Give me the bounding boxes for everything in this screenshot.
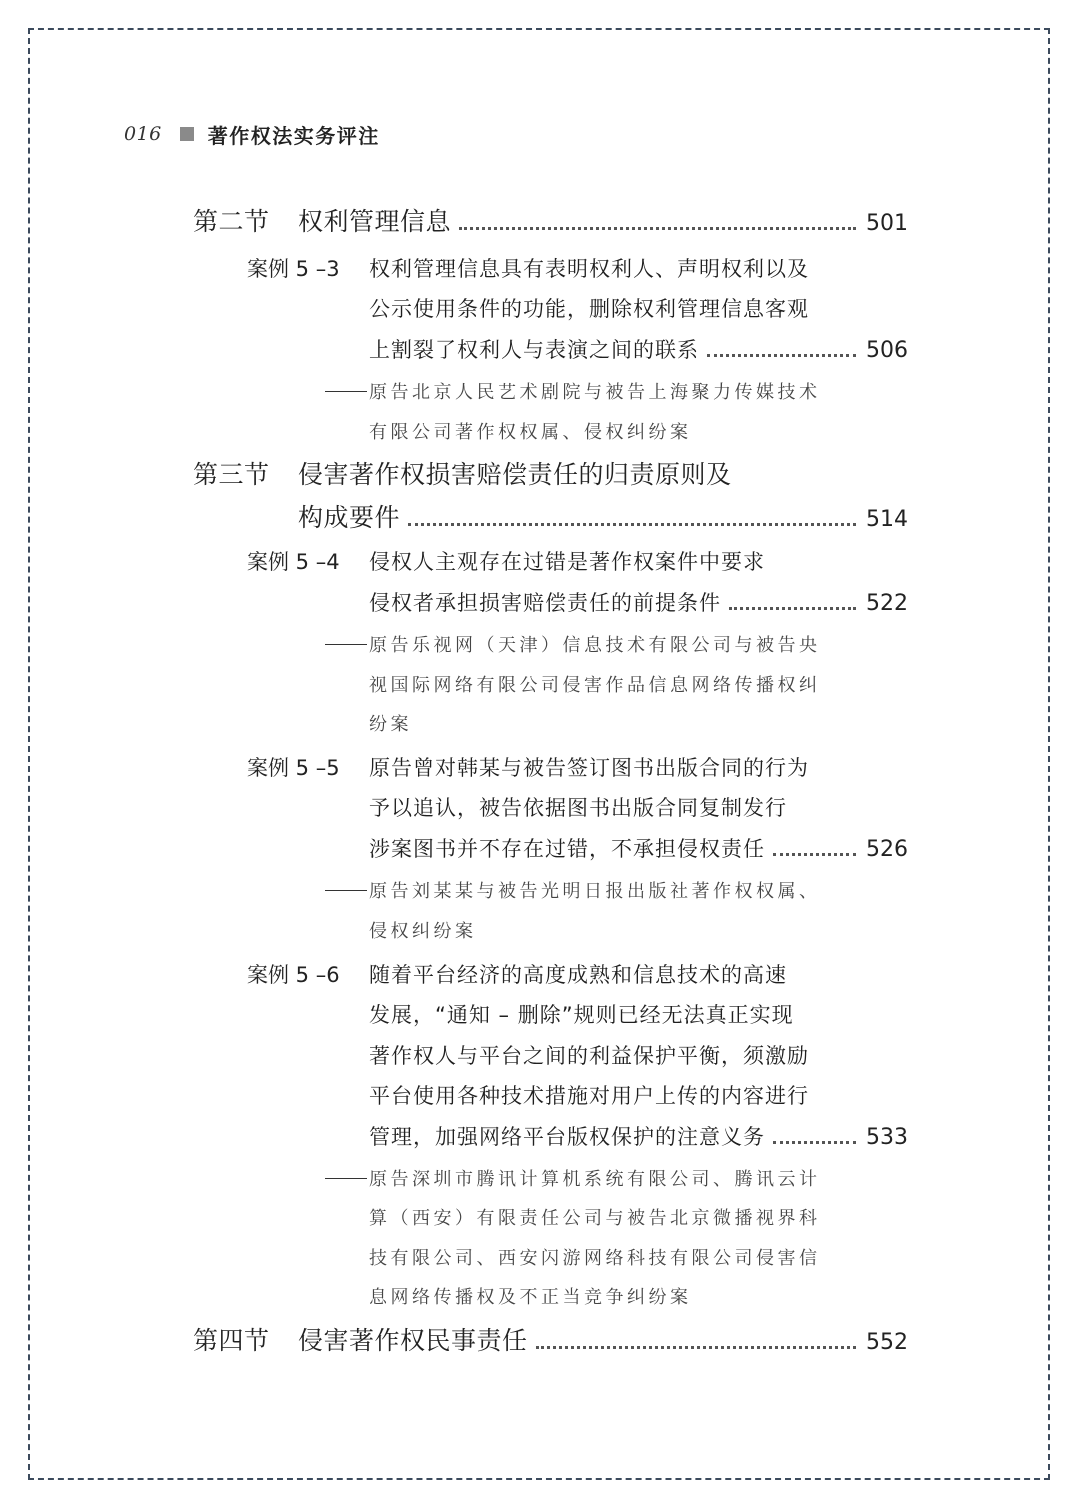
parties-text: 纷案 <box>369 714 412 735</box>
em-dash <box>325 391 367 392</box>
toc-line <box>369 1121 908 1151</box>
parties-text: 原告北京人民艺术剧院与被告上海聚力传媒技术 <box>369 382 821 403</box>
case-title-line: 上割裂了权利人与表演之间的联系 <box>369 338 699 362</box>
page-ref: 533 <box>866 1125 908 1150</box>
page-ref: 522 <box>866 591 908 616</box>
parties-text: 原告深圳市腾讯计算机系统有限公司、腾讯云计 <box>369 1169 821 1190</box>
toc-line <box>369 959 787 989</box>
parties-line <box>369 917 477 943</box>
em-dash <box>325 1178 367 1179</box>
parties-line <box>325 378 821 404</box>
case-title-line: 涉案图书并不存在过错，不承担侵权责任 <box>369 837 765 861</box>
page-ref: 501 <box>866 211 908 236</box>
toc-line <box>369 833 908 863</box>
section-title: 侵害著作权民事责任 <box>298 1326 528 1355</box>
header-square-icon <box>180 127 194 141</box>
parties-text: 息网络传播权及不正当竞争纠纷案 <box>369 1287 692 1308</box>
page-ref: 552 <box>866 1330 908 1355</box>
dot-leader <box>459 227 856 230</box>
page-number: 016 <box>124 123 162 145</box>
parties-line <box>369 1204 821 1230</box>
dot-leader <box>408 523 856 526</box>
running-header <box>124 121 380 147</box>
dot-leader <box>536 1346 856 1349</box>
case-label: 案例 5 –3 <box>247 257 340 281</box>
case-label: 案例 5 –5 <box>247 756 340 780</box>
case-label: 案例 5 –6 <box>247 963 340 987</box>
parties-line <box>369 418 692 444</box>
parties-line <box>325 1165 821 1191</box>
toc-line <box>369 546 765 576</box>
section-label: 第三节 <box>193 460 270 489</box>
parties-text: 原告刘某某与被告光明日报出版社著作权权属、 <box>369 881 821 902</box>
toc-line <box>369 792 787 822</box>
case-label: 案例 5 –4 <box>247 550 340 574</box>
book-title: 著作权法实务评注 <box>207 123 380 148</box>
section-title: 构成要件 <box>298 503 401 532</box>
section-label: 第四节 <box>193 1326 270 1355</box>
toc-line <box>298 202 908 238</box>
toc-line <box>298 498 908 534</box>
case-title-line: 原告曾对韩某与被告签订图书出版合同的行为 <box>369 756 809 780</box>
parties-text: 技有限公司、西安闪游网络科技有限公司侵害信 <box>369 1248 821 1269</box>
em-dash <box>325 644 367 645</box>
case-title-line: 侵权者承担损害赔偿责任的前提条件 <box>369 591 721 615</box>
case-title-line: 侵权人主观存在过错是著作权案件中要求 <box>369 550 765 574</box>
toc-line <box>369 587 908 617</box>
case-title-line: 管理，加强网络平台版权保护的注意义务 <box>369 1125 765 1149</box>
toc-line <box>369 293 809 323</box>
parties-text: 算（西安）有限责任公司与被告北京微播视界科 <box>369 1208 821 1229</box>
toc-line <box>369 752 809 782</box>
toc-line <box>369 334 908 364</box>
page-ref: 514 <box>866 507 908 532</box>
toc-line <box>369 1040 809 1070</box>
section-title: 权利管理信息 <box>298 207 452 236</box>
em-dash <box>325 890 367 891</box>
case-title-line: 公示使用条件的功能，删除权利管理信息客观 <box>369 297 809 321</box>
parties-line <box>369 710 412 736</box>
toc-line <box>369 1080 809 1110</box>
parties-line <box>369 1244 821 1270</box>
parties-text: 有限公司著作权权属、侵权纠纷案 <box>369 422 692 443</box>
dot-leader <box>773 1141 856 1144</box>
parties-line <box>369 671 821 697</box>
dot-leader <box>773 853 856 856</box>
dot-leader <box>729 607 856 610</box>
case-title-line: 平台使用各种技术措施对用户上传的内容进行 <box>369 1084 809 1108</box>
parties-line <box>325 877 821 903</box>
parties-text: 原告乐视网（天津）信息技术有限公司与被告央 <box>369 635 821 656</box>
case-title-line: 发展，“通知 – 删除”规则已经无法真正实现 <box>369 1003 794 1027</box>
page-ref: 526 <box>866 837 908 862</box>
page-ref: 506 <box>866 338 908 363</box>
parties-line <box>369 1283 692 1309</box>
case-title-line: 权利管理信息具有表明权利人、声明权利以及 <box>369 257 809 281</box>
dot-leader <box>707 354 856 357</box>
parties-line <box>325 631 821 657</box>
toc-line <box>369 999 794 1029</box>
parties-text: 视国际网络有限公司侵害作品信息网络传播权纠 <box>369 675 821 696</box>
section-label: 第二节 <box>193 207 270 236</box>
case-title-line: 著作权人与平台之间的利益保护平衡，须激励 <box>369 1044 809 1068</box>
section-title: 侵害著作权损害赔偿责任的归责原则及 <box>298 460 732 489</box>
toc-line <box>298 455 732 491</box>
case-title-line: 予以追认，被告依据图书出版合同复制发行 <box>369 796 787 820</box>
toc-line <box>369 253 809 283</box>
case-title-line: 随着平台经济的高度成熟和信息技术的高速 <box>369 963 787 987</box>
toc-line <box>298 1321 908 1357</box>
parties-text: 侵权纠纷案 <box>369 921 477 942</box>
